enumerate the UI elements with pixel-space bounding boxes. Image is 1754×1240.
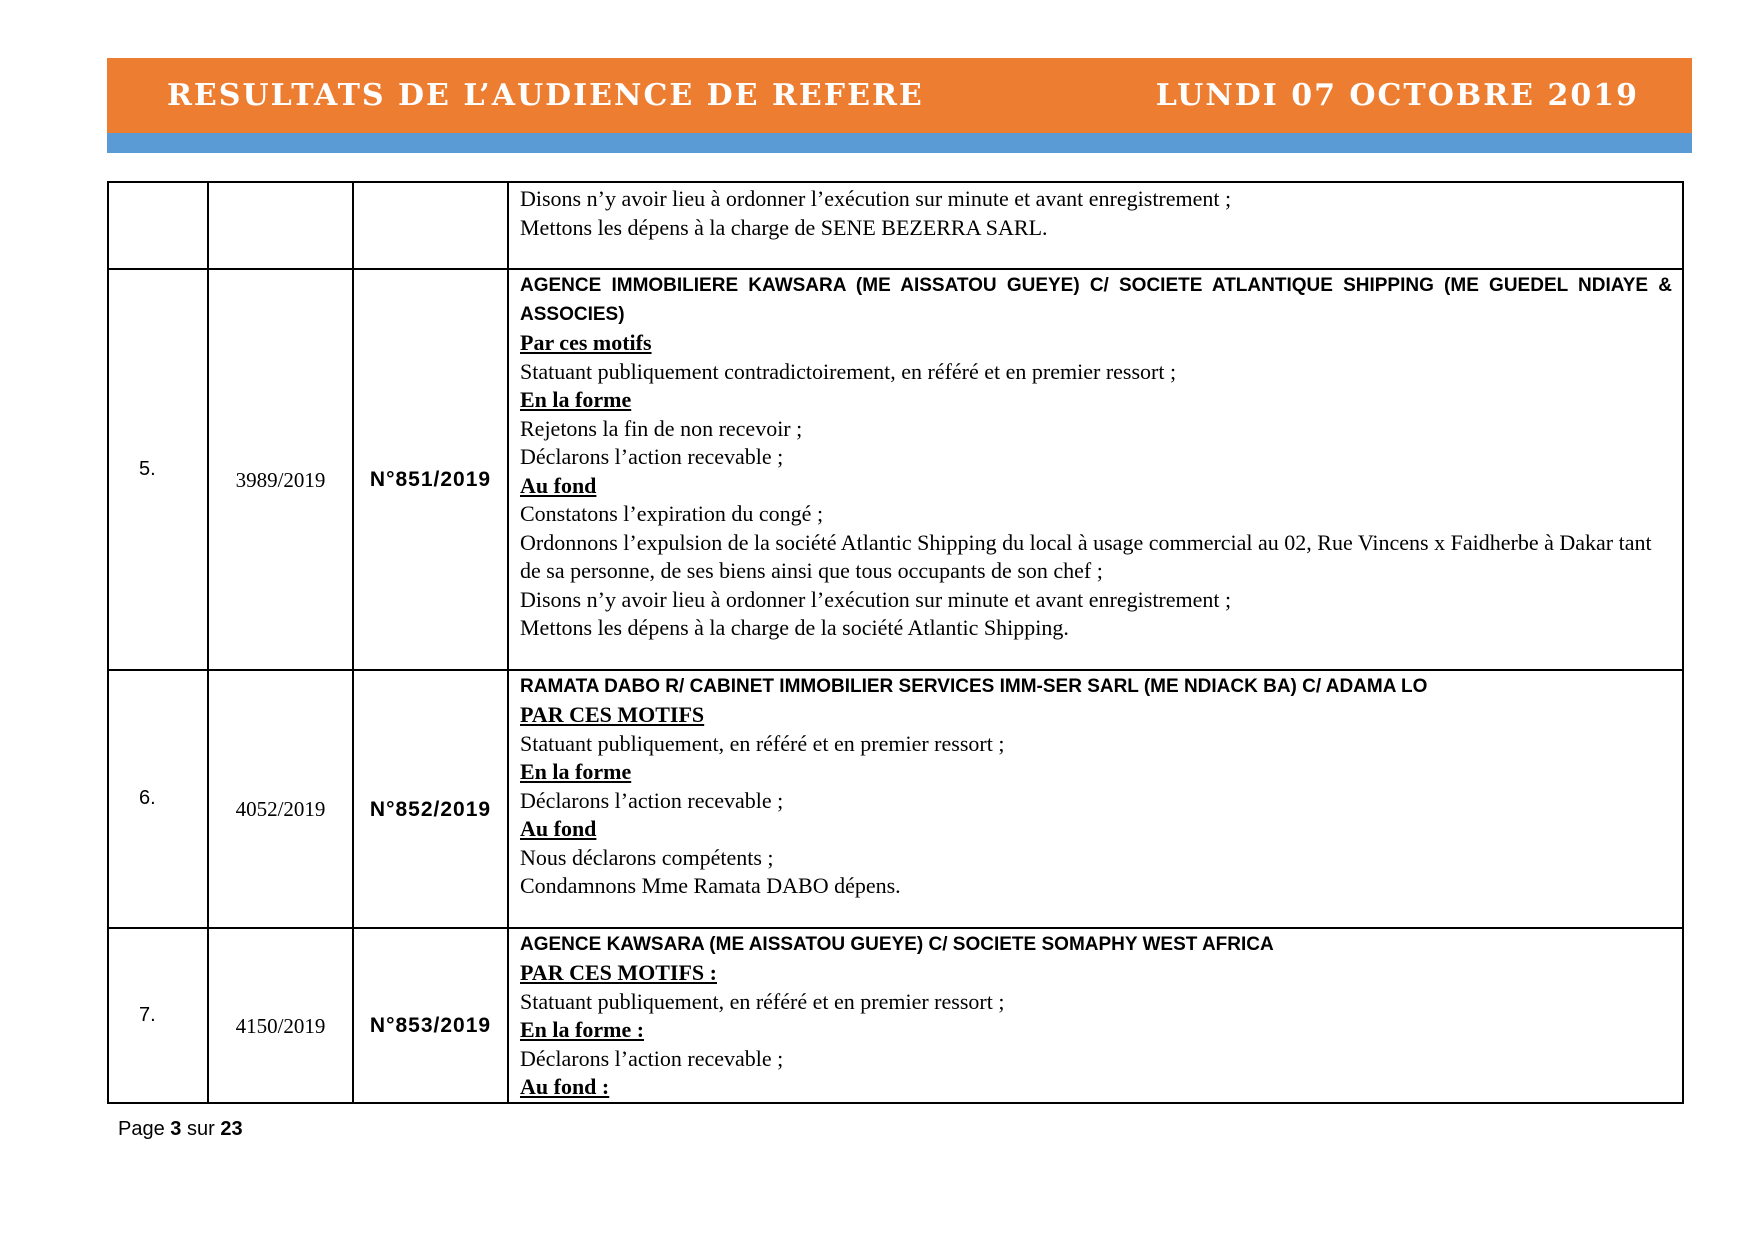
decision-content [508, 928, 1683, 1103]
case-number: 7. [108, 928, 208, 1103]
rg-number [208, 182, 353, 269]
rg-number: 4052/2019 [208, 670, 353, 928]
section-heading: En la forme [520, 759, 632, 784]
decision-line: Statuant publiquement contradictoirement, en référé et en premier ressort ; [520, 358, 1177, 384]
page-footer [118, 1118, 243, 1141]
ordonnance-number: N°853/2019 [353, 928, 508, 1103]
section-heading: Au fond [520, 472, 597, 498]
section-heading: Au fond [520, 816, 597, 841]
decision-line: Rejetons la fin de non recevoir ; [520, 415, 803, 441]
decision-line: Déclarons l’action recevable ; [520, 444, 784, 469]
results-table [107, 181, 1684, 1104]
table-row [108, 269, 1683, 670]
section-heading: PAR CES MOTIFS [520, 702, 705, 727]
decision-line: Mettons les dépens à la charge de SENE BEZERRA SARL. [520, 214, 1048, 240]
decision-line: Statuant publiquement, en référé et en premier ressort ; [520, 730, 1005, 756]
table-row [108, 670, 1683, 928]
table-row [108, 182, 1683, 269]
sur-label: sur [186, 1118, 215, 1140]
total-pages: 23 [220, 1118, 243, 1140]
section-heading: En la forme [520, 387, 632, 412]
decision-content [508, 182, 1683, 269]
table-row [108, 928, 1683, 1103]
decision-line: Déclarons l’action recevable ; [520, 787, 784, 813]
case-parties: RAMATA DABO R/ CABINET IMMOBILIER SERVICES IMM-SER SARL (ME NDIACK BA) C/ ADAMA LO [520, 675, 1428, 697]
decision-line: Condamnons Mme Ramata DABO dépens. [520, 873, 901, 898]
case-number: 5. [108, 269, 208, 670]
decision-line: Disons n’y avoir lieu à ordonner l’exécution sur minute et avant enregistrement ; [520, 586, 1232, 612]
page-label: Page [118, 1118, 165, 1140]
decision-line: Disons n’y avoir lieu à ordonner l’exécution sur minute et avant enregistrement ; [520, 186, 1232, 211]
decision-line: Nous déclarons compétents ; [520, 844, 774, 870]
ordonnance-number [353, 182, 508, 269]
ordonnance-number: N°852/2019 [353, 670, 508, 928]
section-heading: Par ces motifs [520, 330, 652, 355]
header-stripe [107, 133, 1692, 153]
case-number: 6. [108, 670, 208, 928]
current-page: 3 [170, 1118, 182, 1140]
rg-number: 4150/2019 [208, 928, 353, 1103]
case-parties: AGENCE IMMOBILIERE KAWSARA (ME AISSATOU GUEYE) C/ SOCIETE ATLANTIQUE SHIPPING (ME GUEDEL NDIAYE & ASSOCIES) [520, 275, 1672, 325]
ordonnance-number: N°851/2019 [353, 269, 508, 670]
section-heading: PAR CES MOTIFS : [520, 960, 717, 985]
decision-content [508, 670, 1683, 928]
decision-line: Déclarons l’action recevable ; [520, 1045, 784, 1071]
section-heading: En la forme : [520, 1017, 645, 1042]
decision-line: Statuant publiquement, en référé et en premier ressort ; [520, 988, 1005, 1014]
hearing-date: LUNDI 07 OCTOBRE 2019 [1155, 78, 1639, 113]
case-number [108, 182, 208, 269]
section-heading: Au fond : [520, 1074, 610, 1099]
decision-line: Mettons les dépens à la charge de la société Atlantic Shipping. [520, 615, 1069, 640]
decision-line: Constatons l’expiration du congé ; [520, 501, 824, 526]
decision-content [508, 269, 1683, 670]
rg-number: 3989/2019 [208, 269, 353, 670]
document-title: RESULTATS DE L’AUDIENCE DE REFERE [167, 78, 924, 113]
decision-line: Ordonnons l’expulsion de la société Atlantic Shipping du local à usage commercial au 02, Rue Vincens x Faidherbe à Dakar tant de sa personne, de ses biens ainsi que tous occupants de son chef ; [520, 529, 1652, 583]
case-parties: AGENCE KAWSARA (ME AISSATOU GUEYE) C/ SOCIETE SOMAPHY WEST AFRICA [520, 933, 1274, 955]
